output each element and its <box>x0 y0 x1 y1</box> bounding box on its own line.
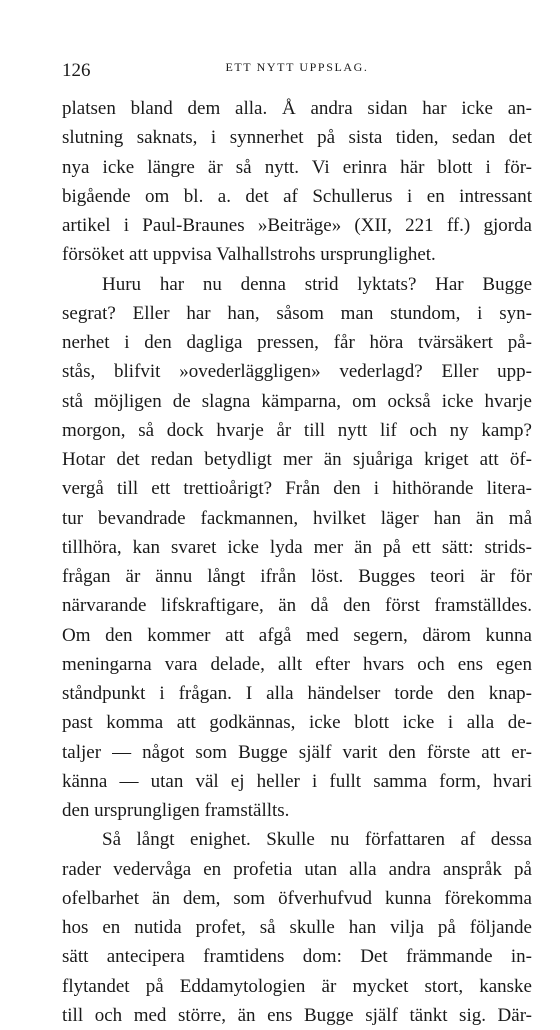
page-header <box>62 58 532 88</box>
text-line: bigående om bl. a. det af Schullerus i en intressant <box>62 185 532 207</box>
text-line: platsen bland dem alla. Å andra sidan har icke an- <box>62 98 532 119</box>
text-line: vergå till ett trettioårigt? Från den i hithörande litera- <box>62 478 532 500</box>
page-number: 126 <box>62 60 91 81</box>
text-line: rader vedervåga en profetia utan alla andra anspråk på <box>62 858 532 880</box>
text-line: ståndpunkt i frågan. I alla händelser torde den knap- <box>62 683 532 704</box>
text-line: tillhöra, kan svaret icke lyda mer än på ett sätt: strids- <box>62 536 532 558</box>
text-line: morgon, så dock hvarje år till nytt lif och ny kamp? <box>62 419 532 441</box>
text-line: frågan är ännu långt ifrån löst. Bugges teori är för <box>62 566 532 587</box>
text-line: taljer — något som Bugge själf varit den förste att er- <box>62 741 532 763</box>
text-line: Huru har nu denna strid lyktats? Har Bugge <box>102 273 532 295</box>
text-line: Om den kommer att afgå med segern, därom kunna <box>62 624 532 646</box>
text-line: ofelbarhet än dem, som öfverhufvud kunna förekomma <box>62 887 532 909</box>
text-line: nya icke längre är så nytt. Vi erinra här blott i för- <box>62 156 532 178</box>
text-line: försöket att uppvisa Valhallstrohs ursprunglighet. <box>62 244 436 266</box>
text-line: stå möjligen de slagna kämparna, om också icke hvarje <box>62 390 532 412</box>
text-line: meningarna vara delade, allt efter hvars och ens egen <box>62 653 532 675</box>
text-line: artikel i Paul-Braunes »Beiträge» (XII, 221 ff.) gjorda <box>62 215 532 236</box>
text-line: stås, blifvit »ovederläggligen» vederlagd? Eller upp- <box>62 361 532 383</box>
text-line: närvarande lifskraftigare, än då den först framställdes. <box>62 595 532 617</box>
text-line: flytandet på Eddamytologien är mycket stort, kanske <box>62 975 532 997</box>
text-line: segrat? Eller har han, såsom man stundom, i syn- <box>62 302 532 324</box>
text-line: nerhet i den dagliga pressen, får höra tvärsäkert på- <box>62 332 532 353</box>
text-line: Hotar det redan betydligt mer än sjuåriga kriget att öf- <box>62 449 532 470</box>
text-line: hos en nutida profet, så skulle han vilja på följande <box>62 917 532 938</box>
running-title: ETT NYTT UPPSLAG. <box>225 60 369 74</box>
text-line: tur bevandrade fackmannen, hvilket läger han än må <box>62 507 532 529</box>
text-line: past komma att godkännas, icke blott icke i alla de- <box>62 712 532 734</box>
text-line: Så långt enighet. Skulle nu författaren af dessa <box>102 829 532 851</box>
body-text <box>62 94 532 1030</box>
text-line: känna — utan väl ej heller i fullt samma form, hvari <box>62 770 532 792</box>
text-line: den ursprungligen framställts. <box>62 800 290 821</box>
text-line: sätt antecipera framtidens dom: Det främmande in- <box>62 946 532 968</box>
text-line: slutning saknats, i synnerhet på sista tiden, sedan det <box>62 127 532 149</box>
text-line: till och med större, än ens Bugge själf tänkt sig. Där- <box>62 1004 532 1026</box>
